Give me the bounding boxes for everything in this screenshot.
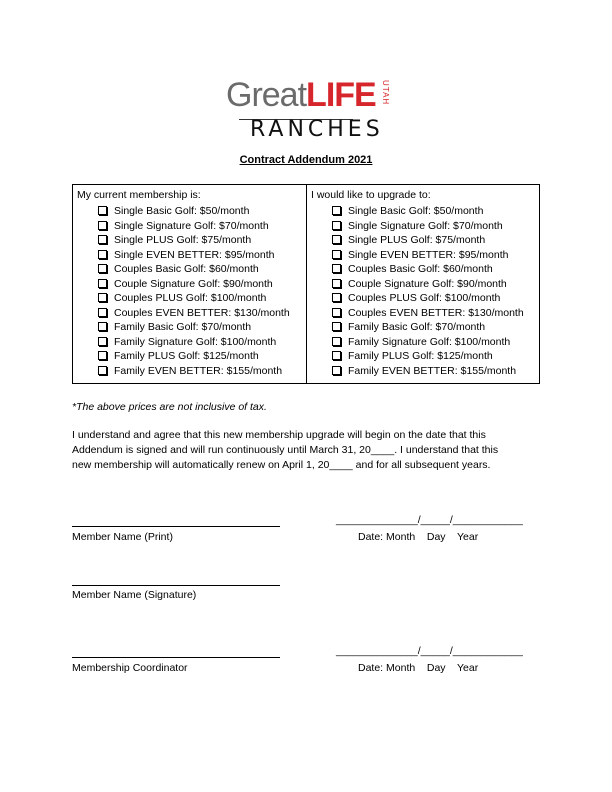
current-option[interactable] — [77, 335, 290, 350]
upgrade-option-label: Family PLUS Golf: $125/month — [348, 350, 493, 362]
logo-life-text: LIFE — [306, 76, 376, 114]
logo-ranches-text: RANCHES — [250, 117, 384, 142]
current-option-label: Couples EVEN BETTER: $130/month — [114, 306, 290, 319]
current-option-label: Couples PLUS Golf: $100/month — [114, 292, 267, 304]
brand-logo — [226, 76, 390, 116]
upgrade-option-label: Family Basic Golf: $70/month — [348, 321, 486, 333]
current-option-label: Couples Basic Golf: $60/month — [114, 263, 259, 275]
upgrade-option[interactable] — [311, 262, 524, 277]
checkbox-icon[interactable] — [98, 206, 107, 215]
member-signature-label: Member Name (Signature) — [72, 589, 197, 601]
checkbox-icon[interactable] — [98, 337, 107, 346]
logo-utah-text: UTAH — [381, 80, 390, 106]
current-option-label: Couple Signature Golf: $90/month — [114, 277, 273, 290]
checkbox-icon[interactable] — [98, 235, 107, 244]
checkbox-icon[interactable] — [98, 322, 107, 331]
current-option-label: Family Signature Golf: $100/month — [114, 335, 277, 348]
upgrade-option-label: Family Signature Golf: $100/month — [348, 335, 511, 348]
checkbox-icon[interactable] — [332, 366, 341, 375]
checkbox-icon[interactable] — [332, 221, 341, 230]
checkbox-icon[interactable] — [98, 264, 107, 273]
upgrade-option-label: Single Signature Golf: $70/month — [348, 219, 503, 232]
checkbox-icon[interactable] — [332, 264, 341, 273]
upgrade-option[interactable] — [311, 306, 524, 321]
upgrade-option-label: Couples Basic Golf: $60/month — [348, 263, 493, 275]
coordinator-line[interactable] — [72, 657, 280, 658]
current-option[interactable] — [77, 277, 290, 292]
current-option-label: Single EVEN BETTER: $95/month — [114, 248, 275, 261]
date-field-2[interactable]: ______________/_____/____________ — [336, 645, 523, 657]
agreement-line: Addendum is signed and will run continuously until March 31, 20____. I understand that this — [72, 444, 499, 456]
current-option[interactable] — [77, 306, 290, 321]
current-option[interactable] — [77, 262, 290, 277]
checkbox-icon[interactable] — [98, 293, 107, 302]
current-membership-heading: My current membership is: — [77, 189, 201, 201]
current-option[interactable] — [77, 204, 290, 219]
current-option[interactable] — [77, 248, 290, 263]
current-option[interactable] — [77, 291, 290, 306]
upgrade-option[interactable] — [311, 320, 524, 335]
agreement-line: I understand and agree that this new membership upgrade will begin on the date that this — [72, 429, 486, 441]
upgrade-option-label: Couples PLUS Golf: $100/month — [348, 292, 501, 304]
current-option-label: Family PLUS Golf: $125/month — [114, 350, 259, 362]
upgrade-option-label: Family EVEN BETTER: $155/month — [348, 364, 517, 377]
checkbox-icon[interactable] — [98, 221, 107, 230]
checkbox-icon[interactable] — [98, 279, 107, 288]
upgrade-option[interactable] — [311, 364, 524, 379]
upgrade-option[interactable] — [311, 277, 524, 292]
upgrade-membership-heading: I would like to upgrade to: — [311, 189, 431, 201]
current-option-label: Single PLUS Golf: $75/month — [114, 234, 252, 246]
date-label-1: Date: Month Day Year — [358, 531, 479, 543]
page-title: Contract Addendum 2021 — [239, 154, 373, 166]
upgrade-option-label: Couples EVEN BETTER: $130/month — [348, 306, 524, 319]
member-signature-line[interactable] — [72, 585, 280, 586]
checkbox-icon[interactable] — [332, 293, 341, 302]
member-print-line[interactable] — [72, 526, 280, 527]
current-option-label: Family Basic Golf: $70/month — [114, 321, 252, 333]
coordinator-label: Membership Coordinator — [72, 662, 188, 674]
upgrade-option[interactable] — [311, 248, 524, 263]
date-field-1[interactable]: ______________/_____/____________ — [336, 514, 523, 526]
tax-note: *The above prices are not inclusive of tax. — [72, 401, 267, 413]
upgrade-option-label: Single PLUS Golf: $75/month — [348, 234, 486, 246]
current-membership-column — [77, 188, 290, 378]
current-option[interactable] — [77, 219, 290, 234]
upgrade-option[interactable] — [311, 204, 524, 219]
current-option[interactable] — [77, 320, 290, 335]
checkbox-icon[interactable] — [332, 279, 341, 288]
upgrade-option[interactable] — [311, 291, 524, 306]
current-option-label: Family EVEN BETTER: $155/month — [114, 364, 283, 377]
checkbox-icon[interactable] — [98, 351, 107, 360]
agreement-line: new membership will automatically renew on April 1, 20____ and for all subsequent years. — [72, 459, 491, 471]
upgrade-membership-column — [311, 188, 524, 378]
current-option[interactable] — [77, 364, 290, 379]
checkbox-icon[interactable] — [98, 366, 107, 375]
checkbox-icon[interactable] — [332, 322, 341, 331]
checkbox-icon[interactable] — [332, 235, 341, 244]
upgrade-option[interactable] — [311, 335, 524, 350]
date-label-2: Date: Month Day Year — [358, 662, 479, 674]
current-option[interactable] — [77, 233, 290, 248]
checkbox-icon[interactable] — [332, 337, 341, 346]
upgrade-option-label: Single Basic Golf: $50/month — [348, 205, 484, 217]
checkbox-icon[interactable] — [98, 308, 107, 317]
upgrade-option[interactable] — [311, 233, 524, 248]
table-divider — [306, 184, 307, 384]
logo-great-text: Great — [226, 76, 307, 114]
upgrade-option-label: Single EVEN BETTER: $95/month — [348, 248, 509, 261]
current-option[interactable] — [77, 349, 290, 364]
upgrade-option-label: Couple Signature Golf: $90/month — [348, 277, 507, 290]
member-print-label: Member Name (Print) — [72, 531, 173, 543]
upgrade-option[interactable] — [311, 219, 524, 234]
agreement-text — [72, 428, 532, 473]
current-option-label: Single Signature Golf: $70/month — [114, 219, 269, 232]
upgrade-option[interactable] — [311, 349, 524, 364]
checkbox-icon[interactable] — [332, 351, 341, 360]
checkbox-icon[interactable] — [332, 206, 341, 215]
checkbox-icon[interactable] — [332, 250, 341, 259]
checkbox-icon[interactable] — [332, 308, 341, 317]
current-option-label: Single Basic Golf: $50/month — [114, 205, 250, 217]
checkbox-icon[interactable] — [98, 250, 107, 259]
